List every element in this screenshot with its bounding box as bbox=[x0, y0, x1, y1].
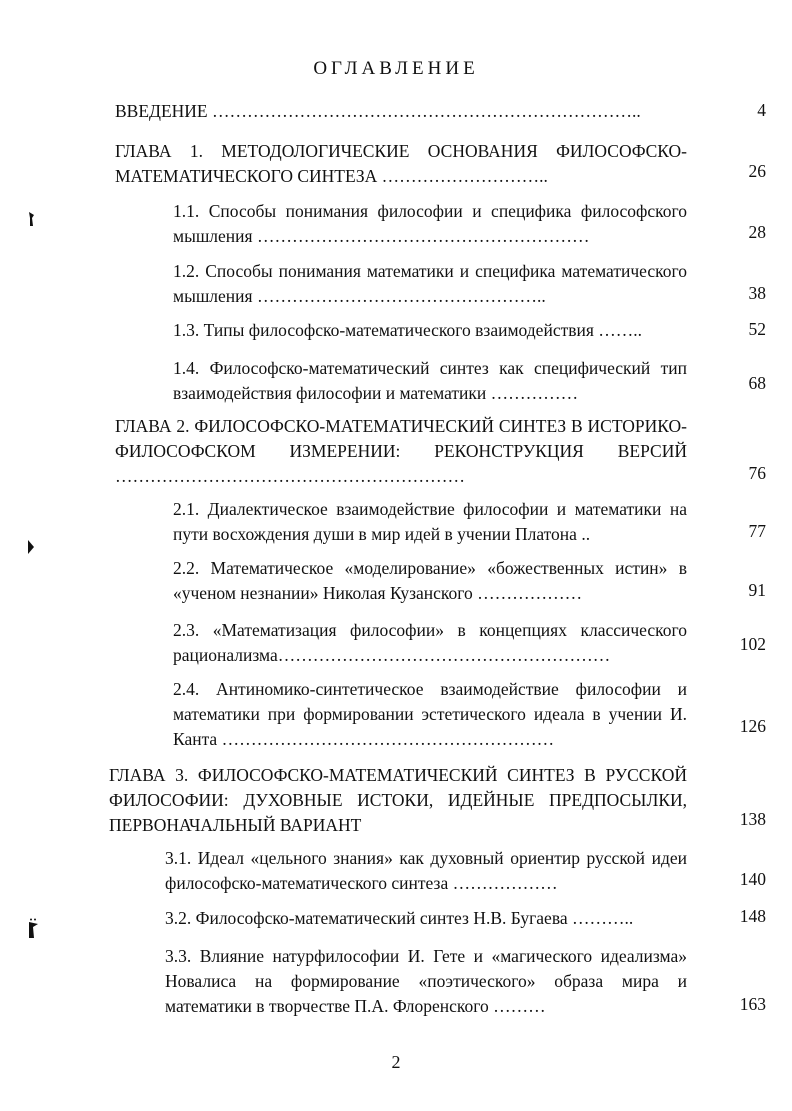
toc-page-number: 4 bbox=[757, 100, 766, 120]
toc-page-number: 28 bbox=[748, 222, 766, 242]
toc-entry-text: 2.3. «Математизация философии» в концепциях классического рационализма………………………………………………… bbox=[173, 620, 687, 665]
page-number: 2 bbox=[391, 1052, 401, 1072]
toc-entry-section-1-1 bbox=[173, 199, 687, 249]
toc-entry-text: ГЛАВА 3. ФИЛОСОФСКО-МАТЕМАТИЧЕСКИЙ СИНТЕЗ В РУССКОЙ ФИЛОСОФИИ: ДУХОВНЫЕ ИСТОКИ, ИДЕЙНЫЕ ПРЕДПОСЫЛКИ, ПЕРВОНАЧАЛЬНЫЙ ВАРИАНТ bbox=[109, 765, 687, 835]
toc-page-number: 77 bbox=[748, 521, 766, 541]
toc-entry-text: 1.4. Философско-математический синтез как специфический тип взаимодействия философии и математики …………… bbox=[173, 358, 687, 403]
scan-mark-icon bbox=[27, 540, 35, 554]
toc-entry-introduction bbox=[115, 99, 687, 124]
toc-page-number: 52 bbox=[748, 319, 766, 339]
toc-page-number: 68 bbox=[748, 373, 766, 393]
toc-page-number: 76 bbox=[748, 463, 766, 483]
scan-mark-icon bbox=[27, 918, 39, 938]
toc-page-number: 26 bbox=[748, 161, 766, 181]
toc-entry-chapter-2 bbox=[115, 414, 687, 489]
toc-page-number: 102 bbox=[739, 634, 766, 654]
toc-entry-section-3-2 bbox=[165, 906, 687, 931]
toc-page-number: 148 bbox=[739, 906, 766, 926]
toc-entry-section-1-4 bbox=[173, 356, 687, 406]
toc-entry-section-2-3 bbox=[173, 618, 687, 668]
toc-entry-section-1-2 bbox=[173, 259, 687, 309]
toc-page-number: 38 bbox=[748, 283, 766, 303]
toc-entry-text: 3.3. Влияние натурфилософии И. Гете и «магического идеализма» Новалиса на формирование «поэтического» образа мира и математики в творчестве П.А. Флоренского ……… bbox=[165, 946, 687, 1016]
toc-entry-text: 3.2. Философско-математический синтез Н.В. Бугаева ……….. bbox=[165, 908, 634, 928]
toc-entry-text: 1.2. Способы понимания математики и специфика математического мышления ………………………………………….. bbox=[173, 261, 687, 306]
toc-entry-text: ГЛАВА 1. МЕТОДОЛОГИЧЕСКИЕ ОСНОВАНИЯ ФИЛОСОФСКО-МАТЕМАТИЧЕСКОГО СИНТЕЗА ……………………….. bbox=[115, 141, 687, 186]
toc-page-number: 91 bbox=[748, 580, 766, 600]
toc-entry-text: 3.1. Идеал «цельного знания» как духовный ориентир русской идеи философско-математического синтеза ……………… bbox=[165, 848, 687, 893]
toc-entry-section-2-1 bbox=[173, 497, 687, 547]
toc-entry-text: ВВЕДЕНИЕ ……………………………………………………………….. bbox=[115, 101, 641, 121]
toc-page-number: 138 bbox=[739, 809, 766, 829]
toc-entry-section-2-4 bbox=[173, 677, 687, 752]
scan-mark-icon bbox=[28, 212, 36, 226]
toc-entry-text: 2.2. Математическое «моделирование» «божественных истин» в «ученом незнании» Николая Кузанского ……………… bbox=[173, 558, 687, 603]
toc-entry-chapter-3 bbox=[109, 763, 687, 838]
toc-entry-chapter-1 bbox=[115, 139, 687, 189]
toc-entry-text: 1.3. Типы философско-математического взаимодействия …….. bbox=[173, 320, 643, 340]
toc-page-number: 163 bbox=[739, 994, 766, 1014]
toc-entry-section-2-2 bbox=[173, 556, 687, 606]
toc-page-number: 126 bbox=[739, 716, 766, 736]
toc-title: ОГЛАВЛЕНИЕ bbox=[313, 58, 479, 79]
toc-page-number: 140 bbox=[739, 869, 766, 889]
toc-entry-text: 2.4. Антиномико-синтетическое взаимодействие философии и математики при формировании эстетического идеала в учении И. Канта ………………………………………………… bbox=[173, 679, 687, 749]
toc-entry-text: 1.1. Способы понимания философии и специфика философского мышления ………………………………………………… bbox=[173, 201, 687, 246]
toc-entry-text: 2.1. Диалектическое взаимодействие философии и математики на пути восхождения души в мир идей в учении Платона .. bbox=[173, 499, 687, 544]
toc-entry-section-3-3 bbox=[165, 944, 687, 1019]
toc-entry-section-3-1 bbox=[165, 846, 687, 896]
toc-entry-text: ГЛАВА 2. ФИЛОСОФСКО-МАТЕМАТИЧЕСКИЙ СИНТЕЗ В ИСТОРИКО-ФИЛОСОФСКОМ ИЗМЕРЕНИИ: РЕКОНСТРУКЦИЯ ВЕРСИЙ …………………………………………………… bbox=[115, 416, 687, 486]
toc-entry-section-1-3 bbox=[173, 318, 687, 343]
